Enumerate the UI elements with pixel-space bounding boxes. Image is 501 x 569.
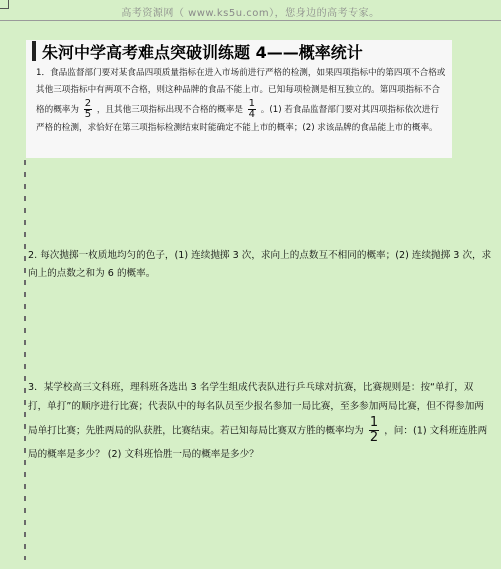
page-title: 朱河中学高考难点突破训练题 4——概率统计 <box>42 42 363 62</box>
page-title-row <box>32 40 363 62</box>
question-3-text-b: ，问：(1) 文科班连胜两局的概率是多少？ (2) 文科班恰胜一局的概率是多少？ <box>28 425 488 460</box>
fraction-denominator: 5 <box>84 109 92 120</box>
cursor-bar <box>32 41 36 61</box>
site-header: 高考资源网（ www.ks5u.com），您身边的高考专家。 <box>121 8 380 19</box>
fraction-numerator: 1 <box>248 98 256 109</box>
fraction-1-2 <box>369 416 379 445</box>
question-1-text-a: 1．食品监督部门要对某食品四项质量指标在进入市场前进行严格的检测，如果四项指标中的第四项不合格或其他三项指标中有两项不合格，则这种品牌的食品不能上市。已知每项检测是相互独立的。第四项指标不合格的概率为 <box>36 68 446 115</box>
fraction-denominator: 4 <box>248 109 256 120</box>
header-divider <box>0 20 501 21</box>
margin-dotted-line <box>24 160 26 560</box>
fraction-2-5 <box>84 99 92 120</box>
fraction-numerator: 1 <box>369 415 379 430</box>
question-3 <box>28 378 492 464</box>
question-1-text-c: 。(1) 若食品监督部门要对其四项指标依次进行严格的检测，求恰好在第三项指标检测结束时能确定不能上市的概率；(2) 求该品牌的食品能上市的概率。 <box>36 105 439 133</box>
fraction-1-4 <box>248 99 256 120</box>
fraction-numerator: 2 <box>84 98 92 109</box>
question-2: 2. 每次抛掷一枚质地均匀的色子，(1) 连续抛掷 3 次，求向上的点数互不相同的概率；(2) 连续抛掷 3 次，求向上的点数之和为 6 的概率。 <box>28 250 492 279</box>
page-corner-mark <box>0 0 9 9</box>
question-3-text-a: 3．某学校高三文科班，理科班各选出 3 名学生组成代表队进行乒乓球对抗赛，比赛规则是：按“单打，双打，单打”的顺序进行比赛；代表队中的每名队员至少报名参加一局比赛，至多参加两局比赛，但不得参加两局单打比赛；先胜两局的队获胜，比赛结束。若已知每局比赛双方胜的概率均为 <box>28 382 484 437</box>
fraction-denominator: 2 <box>369 430 379 445</box>
question-1 <box>36 65 446 137</box>
question-1-text-b: ，且其他三项指标出现不合格的概率是 <box>96 105 243 115</box>
